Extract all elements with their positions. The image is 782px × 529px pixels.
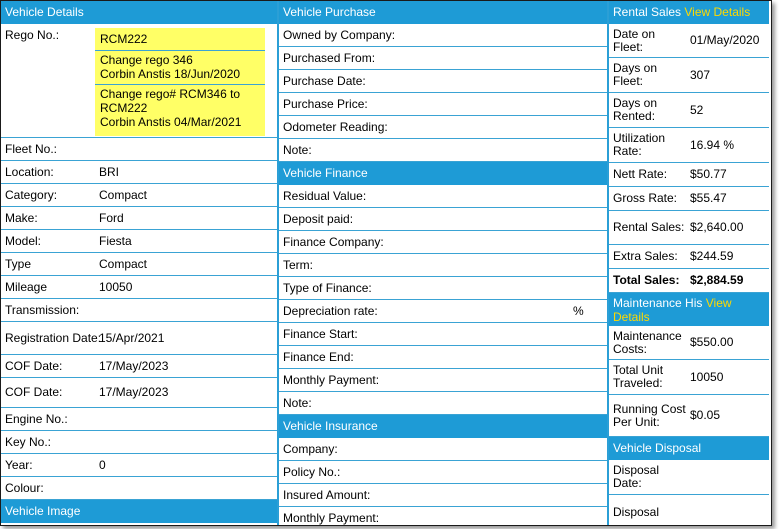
field-label: Purchased From: (283, 50, 376, 65)
rego-note-text: Change rego 346 (100, 53, 193, 67)
vehicle-detail-row (1, 408, 277, 431)
field-label: Insured Amount: (283, 487, 371, 502)
field-label: Utilization Rate: (613, 131, 666, 158)
field-label: Mileage (5, 279, 48, 294)
vehicle-detail-row (1, 431, 277, 454)
purchase-row (279, 24, 607, 47)
field-label: Running Cost Per Unit: (613, 401, 686, 429)
field-label: Fleet No.: (5, 141, 58, 156)
field-value: 16.94 % (690, 137, 735, 152)
rental-sales-row (609, 269, 769, 293)
vehicle-detail-row (1, 299, 277, 322)
finance-row (279, 392, 607, 415)
field-label: Key No.: (5, 434, 52, 449)
field-label: Year: (5, 457, 33, 472)
finance-row (279, 323, 607, 346)
field-label: Total Sales: (613, 273, 680, 287)
finance-row (279, 346, 607, 369)
rego-note (95, 50, 265, 84)
field-label: Note: (283, 395, 312, 410)
rental-sales-row (609, 58, 769, 93)
field-label: Location: (5, 164, 54, 179)
field-label: Disposal (613, 504, 660, 519)
insurance-row (279, 438, 607, 461)
field-label: Deposit paid: (283, 211, 354, 226)
field-label: Type (5, 256, 32, 271)
field-label: Gross Rate: (613, 191, 678, 205)
vehicle-detail-row (1, 230, 277, 253)
field-value: $550.00 (690, 335, 734, 349)
field-label: Note: (283, 142, 312, 157)
finance-row (279, 185, 607, 208)
field-label: Extra Sales: (613, 249, 678, 263)
finance-row (279, 208, 607, 231)
purchase-row (279, 139, 607, 162)
vehicle-purchase-header: Vehicle Purchase (279, 1, 607, 24)
field-value: 15/Apr/2021 (99, 330, 165, 345)
field-label: Rental Sales: (613, 220, 685, 234)
finance-row (279, 300, 607, 323)
field-label: Transmission: (5, 302, 80, 317)
finance-row (279, 369, 607, 392)
vehicle-detail-row (1, 161, 277, 184)
field-label: Purchase Price: (283, 96, 368, 111)
insurance-row (279, 484, 607, 507)
field-label: Days on Rented: (613, 96, 658, 123)
field-label: Model: (5, 233, 42, 248)
vehicle-detail-row (1, 378, 277, 408)
field-label: Monthly Payment: (283, 510, 380, 525)
maintenance-row (609, 360, 769, 395)
rental-sales-row (609, 187, 769, 211)
maintenance-header (609, 293, 769, 326)
field-value: 10050 (690, 369, 724, 384)
disposal-row (609, 495, 769, 526)
rego-row (1, 24, 277, 138)
vehicle-disposal-header: Vehicle Disposal (609, 437, 769, 460)
rental-sales-row (609, 211, 769, 245)
field-value: Compact (99, 256, 148, 271)
field-label: COF Date: (5, 358, 63, 373)
field-value: BRI (99, 164, 120, 179)
field-value: 0 (99, 457, 106, 472)
field-value: $55.47 (690, 191, 727, 205)
field-label: Date on Fleet: (613, 26, 656, 54)
purchase-row (279, 70, 607, 93)
field-label: Maintenance Costs: (613, 328, 682, 356)
field-label: Type of Finance: (283, 280, 372, 295)
vehicle-image-header: Vehicle Image (1, 500, 277, 523)
rego-label: Rego No.: (5, 28, 60, 42)
field-label: Total Unit Traveled: (613, 363, 664, 390)
field-value: Fiesta (99, 233, 132, 248)
field-label: Odometer Reading: (283, 119, 388, 134)
vehicle-detail-row (1, 477, 277, 500)
field-label: Company: (283, 441, 338, 456)
field-label: Monthly Payment: (283, 372, 380, 387)
vehicle-detail-row (1, 184, 277, 207)
rental-sales-row (609, 163, 769, 187)
percent-suffix: % (573, 304, 584, 318)
field-value: Compact (99, 187, 148, 202)
rego-note-author: Corbin Anstis 18/Jun/2020 (100, 67, 241, 81)
vehicle-insurance-header: Vehicle Insurance (279, 415, 607, 438)
rental-sales-header (609, 1, 769, 24)
field-label: Category: (5, 187, 58, 202)
rental-sales-row (609, 24, 769, 58)
field-label: Registration Date: (5, 330, 102, 345)
field-label: Term: (283, 257, 313, 272)
rental-sales-row (609, 128, 769, 163)
vehicle-finance-header: Vehicle Finance (279, 162, 607, 185)
purchase-row (279, 116, 607, 139)
purchase-finance-column (279, 1, 607, 526)
field-label: Engine No.: (5, 411, 68, 426)
field-label: Nett Rate: (613, 167, 668, 181)
field-value: $50.77 (690, 167, 727, 181)
field-value: 52 (690, 102, 704, 117)
field-label: Depreciation rate: (283, 303, 378, 318)
vehicle-detail-row (1, 322, 277, 355)
field-label: Finance Start: (283, 326, 358, 341)
vehicle-detail-row (1, 253, 277, 276)
field-value: $2,640.00 (690, 220, 744, 234)
rego-note (95, 84, 265, 136)
insurance-row (279, 507, 607, 526)
insurance-row (279, 461, 607, 484)
field-value: Ford (99, 210, 124, 225)
field-label: Residual Value: (283, 188, 367, 203)
rego-note-text: Change rego# RCM346 to RCM222 (100, 87, 241, 115)
field-value: 01/May/2020 (690, 33, 760, 47)
maintenance-row (609, 326, 769, 360)
purchase-row (279, 47, 607, 70)
field-label: COF Date: (5, 385, 63, 399)
vehicle-detail-row (1, 138, 277, 161)
rental-sales-row (609, 245, 769, 269)
rego-value: RCM222 (95, 28, 265, 50)
purchase-row (279, 93, 607, 116)
maintenance-row (609, 395, 769, 437)
field-label: Owned by Company: (283, 27, 396, 42)
field-value: 307 (690, 67, 711, 82)
vehicle-details-column (1, 1, 277, 523)
field-value: 17/May/2023 (99, 358, 169, 373)
maintenance-view-details-link[interactable]: View Details (613, 296, 732, 324)
field-value: $2,884.59 (690, 273, 744, 287)
rental-sales-row (609, 93, 769, 128)
field-value: 10050 (99, 279, 133, 294)
rental-sales-view-details-link[interactable]: View Details (684, 5, 751, 19)
rental-sales-title: Rental Sales (613, 5, 682, 19)
disposal-row (609, 460, 769, 495)
vehicle-detail-row (1, 207, 277, 230)
finance-row (279, 254, 607, 277)
field-label: Finance End: (283, 349, 354, 364)
field-value: 17/May/2023 (99, 385, 169, 399)
vehicle-detail-row (1, 355, 277, 378)
field-label: Days on Fleet: (613, 61, 658, 88)
field-value: $0.05 (690, 408, 721, 422)
rental-sales-column (609, 1, 769, 526)
field-value: $244.59 (690, 249, 734, 263)
field-label: Colour: (5, 480, 44, 495)
field-label: Finance Company: (283, 234, 384, 249)
vehicle-detail-row (1, 276, 277, 299)
field-label: Make: (5, 210, 38, 225)
field-label: Purchase Date: (283, 73, 366, 88)
rego-note-author: Corbin Anstis 04/Mar/2021 (100, 115, 242, 129)
finance-row (279, 231, 607, 254)
field-label: Policy No.: (283, 464, 341, 479)
vehicle-details-header: Vehicle Details (1, 1, 277, 24)
vehicle-detail-row (1, 454, 277, 477)
maintenance-title: Maintenance His (613, 296, 703, 310)
finance-row (279, 277, 607, 300)
field-label: Disposal Date: (613, 463, 660, 490)
